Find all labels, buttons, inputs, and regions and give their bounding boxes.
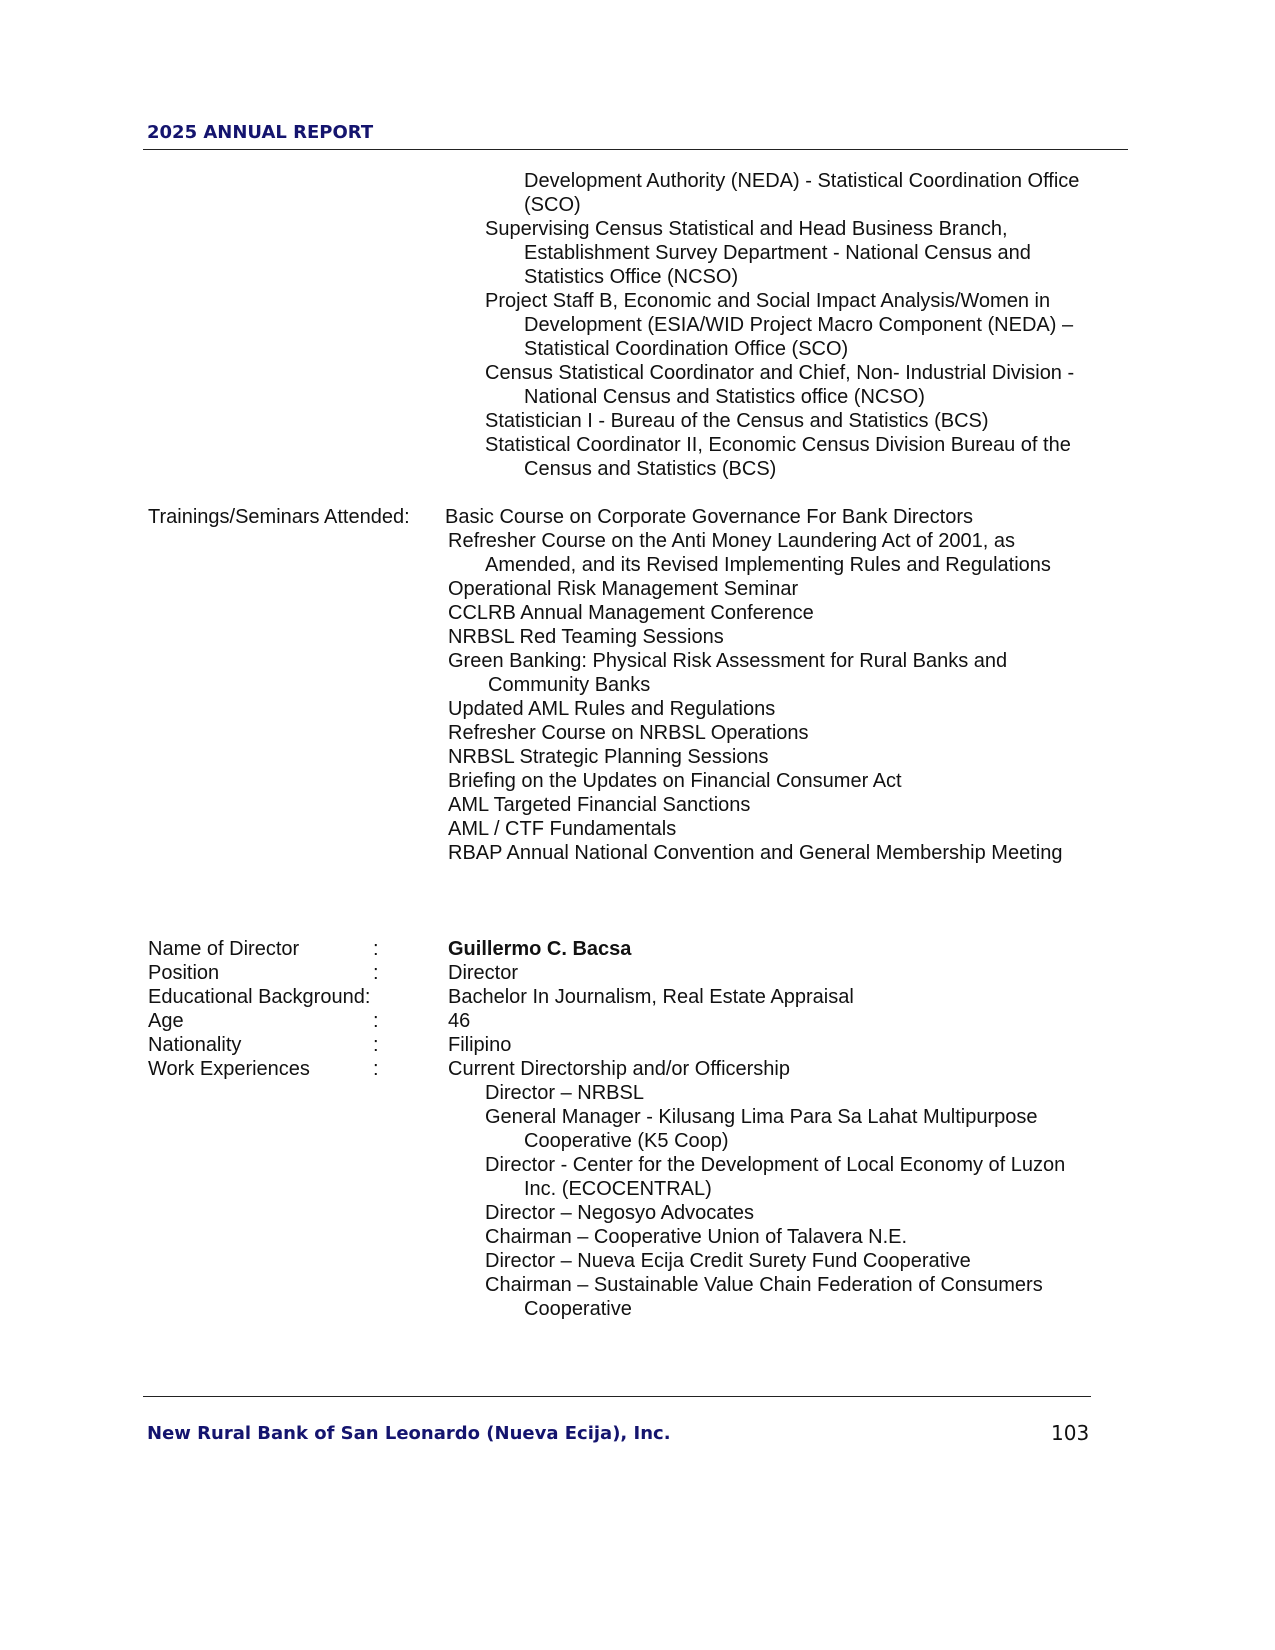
work-item: Director - Center for the Development of Local Economy of Luzon bbox=[485, 1154, 1066, 1176]
training-item: Refresher Course on the Anti Money Laundering Act of 2001, as bbox=[448, 530, 1016, 552]
work-item: Cooperative (K5 Coop) bbox=[524, 1130, 729, 1152]
experience-line: Census Statistical Coordinator and Chief, Non- Industrial Division - bbox=[485, 362, 1075, 384]
report-title: 2025 ANNUAL REPORT bbox=[147, 122, 374, 143]
training-item: NRBSL Strategic Planning Sessions bbox=[448, 746, 769, 768]
education-label: Educational Background: bbox=[148, 986, 371, 1008]
colon: : bbox=[373, 962, 379, 984]
director-name: Guillermo C. Bacsa bbox=[448, 938, 632, 960]
training-item: NRBSL Red Teaming Sessions bbox=[448, 626, 724, 648]
training-item: Community Banks bbox=[488, 674, 651, 696]
work-item: Chairman – Cooperative Union of Talavera N.E. bbox=[485, 1226, 908, 1248]
experience-line: Development (ESIA/WID Project Macro Component (NEDA) – bbox=[524, 314, 1074, 336]
experience-line: Statistics Office (NCSO) bbox=[524, 266, 739, 288]
work-item: Inc. (ECOCENTRAL) bbox=[524, 1178, 712, 1200]
experience-line: Statistical Coordination Office (SCO) bbox=[524, 338, 849, 360]
experience-line: Development Authority (NEDA) - Statistical Coordination Office bbox=[524, 170, 1080, 192]
work-item: Chairman – Sustainable Value Chain Federation of Consumers bbox=[485, 1274, 1043, 1296]
colon: : bbox=[373, 1034, 379, 1056]
training-item: Updated AML Rules and Regulations bbox=[448, 698, 776, 720]
name-label: Name of Director bbox=[148, 938, 300, 960]
work-label: Work Experiences bbox=[148, 1058, 310, 1080]
training-item: Green Banking: Physical Risk Assessment for Rural Banks and bbox=[448, 650, 1008, 672]
position-label: Position bbox=[148, 962, 220, 984]
training-item: RBAP Annual National Convention and General Membership Meeting bbox=[448, 842, 1063, 864]
footer-divider bbox=[143, 1396, 1091, 1397]
experience-line: Establishment Survey Department - National Census and bbox=[524, 242, 1031, 264]
work-item: General Manager - Kilusang Lima Para Sa Lahat Multipurpose bbox=[485, 1106, 1038, 1128]
experience-line: Statistical Coordinator II, Economic Census Division Bureau of the bbox=[485, 434, 1071, 456]
training-item: Basic Course on Corporate Governance For Bank Directors bbox=[445, 506, 974, 528]
experience-line: (SCO) bbox=[524, 194, 581, 216]
trainings-label: Trainings/Seminars Attended: bbox=[148, 506, 410, 528]
experience-line: Statistician I - Bureau of the Census and Statistics (BCS) bbox=[485, 410, 989, 432]
nationality-label: Nationality bbox=[148, 1034, 242, 1056]
experience-line: Project Staff B, Economic and Social Impact Analysis/Women in bbox=[485, 290, 1051, 312]
work-item: Cooperative bbox=[524, 1298, 632, 1320]
director-position: Director bbox=[448, 962, 519, 984]
training-item: Operational Risk Management Seminar bbox=[448, 578, 799, 600]
director-age: 46 bbox=[448, 1010, 471, 1032]
director-nationality: Filipino bbox=[448, 1034, 512, 1056]
header-divider bbox=[143, 149, 1128, 150]
work-heading: Current Directorship and/or Officership bbox=[448, 1058, 790, 1080]
training-item: AML / CTF Fundamentals bbox=[448, 818, 677, 840]
experience-line: Supervising Census Statistical and Head Business Branch, bbox=[485, 218, 1008, 240]
director-education: Bachelor In Journalism, Real Estate Appraisal bbox=[448, 986, 854, 1008]
colon: : bbox=[373, 1058, 379, 1080]
footer-organization: New Rural Bank of San Leonardo (Nueva Ecija), Inc. bbox=[147, 1423, 671, 1444]
work-item: Director – Negosyo Advocates bbox=[485, 1202, 755, 1224]
work-item: Director – NRBSL bbox=[485, 1082, 644, 1104]
training-item: CCLRB Annual Management Conference bbox=[448, 602, 814, 624]
training-item: Amended, and its Revised Implementing Rules and Regulations bbox=[485, 554, 1051, 576]
page-number: 103 bbox=[1051, 1421, 1090, 1445]
training-item: Refresher Course on NRBSL Operations bbox=[448, 722, 809, 744]
colon: : bbox=[373, 1010, 379, 1032]
colon: : bbox=[373, 938, 379, 960]
training-item: Briefing on the Updates on Financial Consumer Act bbox=[448, 770, 902, 792]
experience-line: Census and Statistics (BCS) bbox=[524, 458, 777, 480]
age-label: Age bbox=[148, 1010, 184, 1032]
training-item: AML Targeted Financial Sanctions bbox=[448, 794, 751, 816]
experience-line: National Census and Statistics office (NCSO) bbox=[524, 386, 925, 408]
work-item: Director – Nueva Ecija Credit Surety Fund Cooperative bbox=[485, 1250, 971, 1272]
